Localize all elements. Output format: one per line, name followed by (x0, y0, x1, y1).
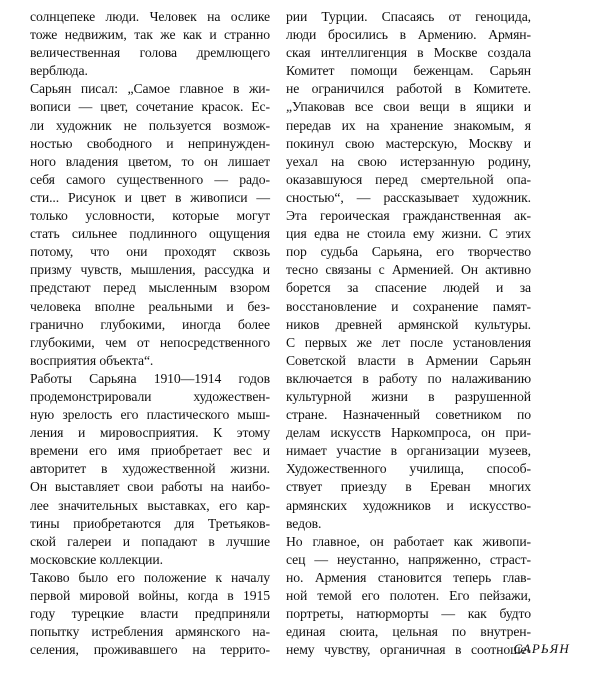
paragraph (30, 569, 270, 659)
text-line: борется за спасение людей и за (286, 280, 531, 296)
text-line: себя самого существенного — радо- (30, 171, 270, 187)
text-line: ную зрелость его пластического мыш- (30, 407, 270, 423)
text-line: ведов. (286, 515, 322, 531)
text-line: вописи — цвет, сочетание красок. Ес- (30, 99, 270, 115)
text-line: не ограничился работой в Комитете. (286, 81, 531, 97)
text-line: тесно связаны с Арменией. Он активно (286, 262, 531, 278)
text-line: величественная голова дремлющего (30, 45, 270, 61)
text-line: ной темой его полотен. Его пейзажи, (286, 588, 531, 603)
text-line: ствует приезду в Ереван многих (286, 479, 531, 495)
text-line: селения, проживавшего на террито- (30, 642, 270, 658)
text-line: Советской власти в Армении Сарьян (286, 352, 531, 368)
text-line: лее значительных выставках, его кар- (30, 497, 270, 513)
text-line: Но главное, он работает как живопи- (286, 533, 531, 549)
text-line: покинул свою мастерскую, Москву и (286, 135, 531, 151)
text-line: ного владения цветом, то он лишает (30, 153, 270, 169)
text-line: попытку истребления армянского на- (30, 624, 270, 640)
text-line: ников древней армянской культуры. (286, 316, 531, 332)
text-line: потому, что они проходят сквозь (30, 244, 270, 260)
text-line: ностью свободного и непринужден- (30, 135, 270, 151)
text-line: первой мировой войны, когда в 1915 (30, 588, 270, 603)
paragraph (30, 370, 270, 569)
text-line: уехал на свою истерзанную родину, (286, 153, 531, 169)
text-line: гранично глубокими, иногда более (30, 316, 270, 332)
text-line: солнцепеке люди. Человек на ослике (30, 9, 270, 24)
text-line: Сарьян писал: „Самое главное в жи- (30, 81, 270, 97)
text-line: включается в работу по налаживанию (286, 370, 531, 386)
text-line: человека вполне реальными и без- (30, 298, 270, 314)
text-line: „Упаковав все свои вещи в ящики и (286, 99, 531, 115)
text-line: Работы Сарьяна 1910—1914 годов (30, 370, 270, 386)
text-line: Таково было его положение к началу (30, 569, 270, 585)
text-line: пор судьба Сарьяна, его творчество (286, 244, 531, 260)
text-line: единая сюита, цельная по внутрен- (286, 624, 531, 640)
text-line: армянских художников и искусство- (286, 497, 531, 513)
paragraph (30, 8, 270, 80)
text-line: нему чувству, органичная в соотноше- (286, 642, 531, 658)
text-line: оказавшуюся перед смертельной опа- (286, 171, 531, 187)
text-line: предстают перед мысленным взором (30, 280, 270, 296)
text-line: верблюда. (30, 63, 88, 79)
text-line: восстановление и сохранение памят- (286, 298, 531, 314)
text-line: но. Армения становится теперь глав- (286, 569, 531, 585)
text-line: времени его имя приобретает вес и (30, 443, 270, 459)
text-line: сец — неустанно, напряженно, страст- (286, 551, 531, 567)
text-line: делам искусств Наркомпроса, он при- (286, 425, 531, 441)
text-line: портреты, натюрморты — как будто (286, 606, 531, 622)
text-line: ская интеллигенция в Москве создала (286, 45, 531, 61)
text-column-left (30, 8, 270, 659)
text-line: С первых же лет после установления (286, 334, 531, 350)
text-line: году турецкие власти предприняли (30, 606, 270, 622)
text-line: Эта героическая гражданственная ак- (286, 208, 531, 224)
text-line: ления и мировосприятия. К этому (30, 425, 270, 441)
text-line: восприятия объекта“. (30, 352, 154, 368)
text-line: ской галереи и попадают в лучшие (30, 533, 270, 549)
paragraph (286, 334, 531, 533)
paragraph (286, 533, 531, 660)
text-line: сностью“, — рассказывает художник. (286, 189, 531, 205)
running-title: САРЬЯН (513, 641, 570, 656)
text-line: Он выставляет свои работы на наибо- (30, 479, 270, 495)
text-line: стране. Назначенный советником по (286, 407, 531, 423)
text-line: нимает участие в организации музеев, (286, 443, 531, 459)
text-line: передав их на хранение знакомым, я (286, 117, 531, 133)
text-line: ция едва не стоила ему жизни. С этих (286, 226, 531, 242)
text-line: тоже недвижим, так же как и странно (30, 27, 270, 43)
paragraph (30, 80, 270, 370)
text-line: тины приобретаются для Третьяков- (30, 515, 270, 531)
text-column-right (286, 8, 531, 659)
text-line: стать сильнее подлинного ощущения (30, 226, 270, 242)
text-line: только условности, которые могут (30, 208, 270, 224)
text-line: Художественного училища, способ- (286, 461, 531, 477)
text-line: культурной жизни в разрушенной (286, 388, 531, 404)
text-line: Комитет помощи беженцам. Сарьян (286, 63, 531, 79)
text-line: рии Турции. Спасаясь от геноцида, (286, 9, 531, 24)
text-line: люди бросились в Армению. Армян- (286, 27, 531, 43)
text-line: продемонстрировали художествен- (30, 388, 270, 404)
text-line: глубокими, чем от непосредственного (30, 334, 270, 350)
text-line: призму чувств, мышления, рассудка и (30, 262, 270, 278)
text-line: сти... Рисунок и цвет в живописи — (30, 189, 270, 205)
text-line: московские коллекции. (30, 551, 163, 567)
text-line: авторитет в художественной жизни. (30, 461, 270, 477)
text-line: ли художник не пользуется возмож- (30, 117, 270, 133)
paragraph (286, 8, 531, 334)
